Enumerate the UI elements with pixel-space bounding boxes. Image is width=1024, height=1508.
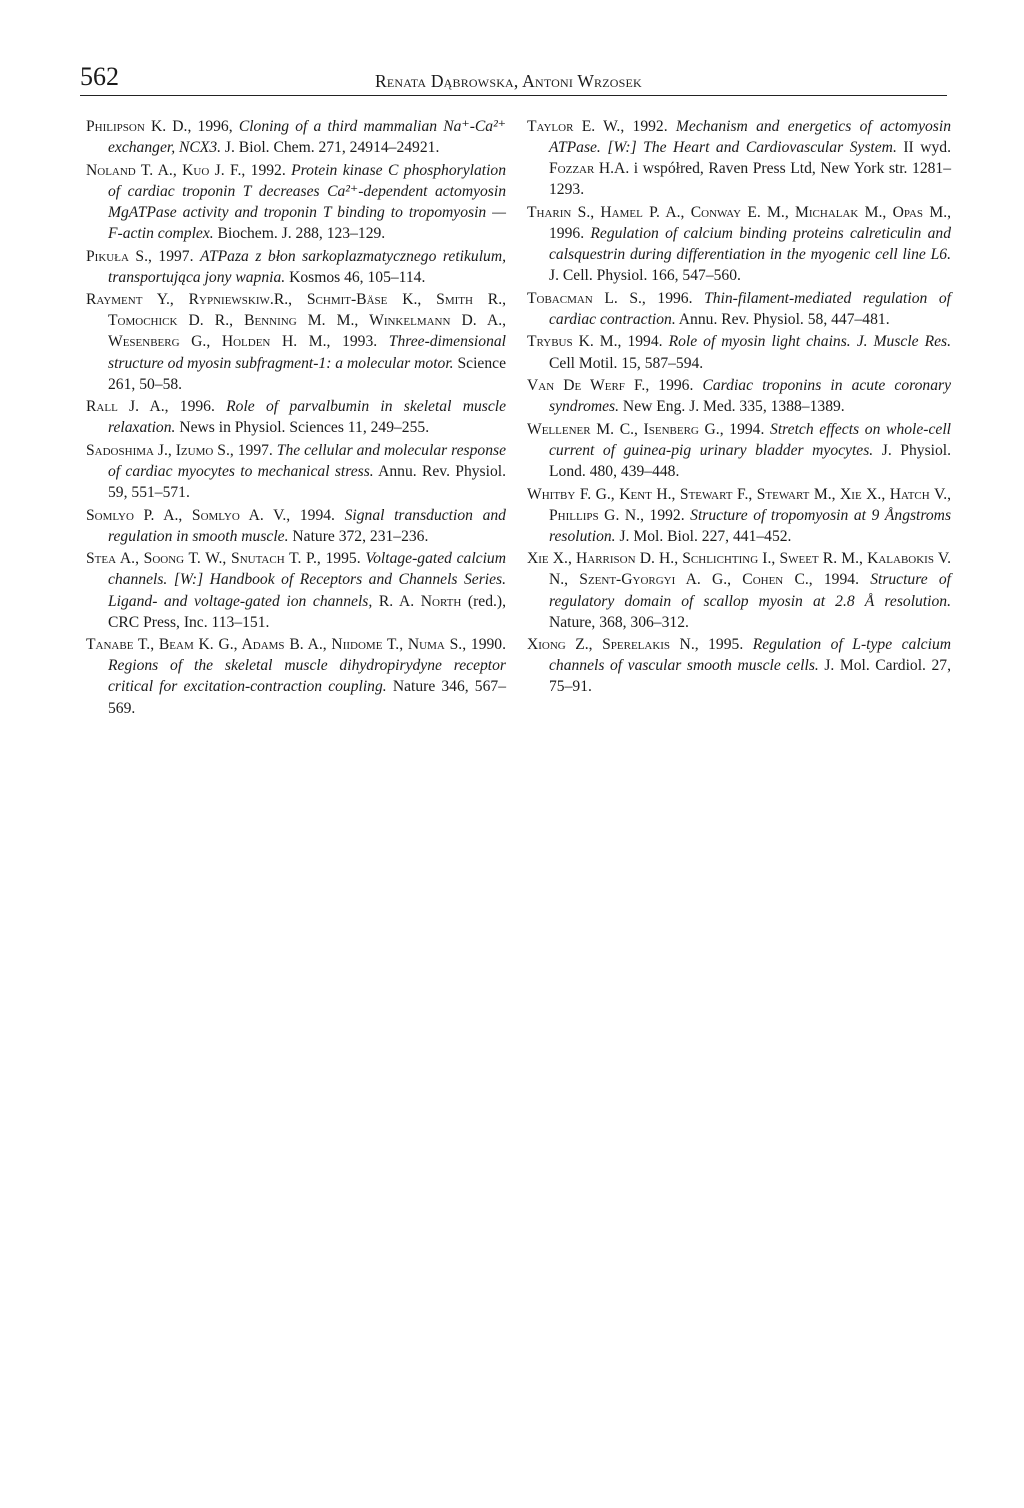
- reference-authors: Trybus K. M.: [527, 333, 618, 351]
- reference-title: Role of parvalbumin in skeletal muscle relaxation.: [108, 398, 507, 437]
- reference-details: Nature 346, 567–569.: [108, 678, 506, 717]
- reference-title: Signal transduction and regulation in smooth muscle.: [108, 506, 506, 545]
- reference-details: II wyd.: [896, 139, 951, 157]
- reference-authors: Xie X., Harrison D. H., Schlichting I., Sweet R. M., Kalabokis V. N., Szent-Gyorgyi A. G., Cohen C.: [527, 550, 951, 589]
- reference-details: Annu. Rev. Physiol. 58, 447–481.: [675, 310, 890, 328]
- reference-details: New Eng. J. Med. 335, 1388–1389.: [619, 398, 845, 416]
- reference-title: Structure of regulatory domain of scallop myosin at 2.8 Å resolution.: [549, 571, 951, 610]
- reference-entry: [527, 375, 951, 417]
- reference-details: Cell Motil. 15, 587–594.: [549, 354, 704, 372]
- reference-details: J. Mol. Cardiol. 27, 75–91.: [549, 657, 951, 696]
- reference-details: R. A.: [372, 592, 421, 610]
- reference-authors: Tobacman L. S.: [527, 289, 642, 307]
- reference-entry: [527, 419, 951, 482]
- reference-entry: [86, 246, 506, 288]
- reference-entry: [527, 484, 951, 547]
- reference-entry: [86, 505, 506, 547]
- reference-entry: [86, 440, 506, 503]
- reference-details: , 1993.: [326, 333, 389, 351]
- reference-details: , 1995.: [694, 636, 753, 654]
- reference-authors: Xiong Z., Sperelakis N.: [527, 636, 695, 654]
- reference-entry: [527, 288, 951, 330]
- reference-details: , 1994.: [286, 506, 345, 524]
- reference-title: Regulation of L-type calcium channels of vascular smooth muscle cells.: [549, 636, 951, 675]
- reference-details: , 1996.: [645, 377, 703, 395]
- reference-details: (red.), CRC Press, Inc. 113–151.: [108, 592, 506, 631]
- reference-authors: Stea A., Soong T. W., Snutach T. P.: [86, 550, 317, 568]
- reference-title: Three-dimensional structure od myosin subfragment-1: a molecular motor.: [108, 333, 506, 372]
- reference-authors: Sadoshima J., Izumo S.: [86, 441, 230, 459]
- reference-authors: Van De Werf F.: [527, 377, 646, 395]
- reference-details: , 1996.: [549, 203, 951, 242]
- reference-details: Biochem. J. 288, 123–129.: [213, 224, 386, 242]
- reference-details: , 1996,: [187, 118, 239, 135]
- reference-details: J. Biol. Chem. 271, 24914–24921.: [221, 139, 440, 157]
- reference-details: , 1995.: [316, 550, 366, 568]
- reference-authors: North: [420, 592, 462, 610]
- reference-details: i współred, Raven Press Ltd, New York str. 1281–1293.: [549, 160, 952, 199]
- page-number: 562: [80, 62, 119, 91]
- reference-details: News in Physiol. Sciences 11, 249–255.: [175, 419, 430, 437]
- reference-details: Nature, 368, 306–312.: [549, 613, 689, 631]
- reference-entry: [86, 548, 506, 632]
- reference-column-right: [527, 116, 951, 699]
- reference-authors: Taylor E. W.: [527, 118, 621, 135]
- reference-details: , 1996.: [641, 289, 705, 307]
- reference-title: Protein kinase C phosphorylation of cardiac troponin T decreases Ca²⁺-dependent actomyosin MgATPase activity and troponin T binding to tropomyosin — F-actin complex.: [108, 161, 507, 242]
- reference-authors: Rall J. A.: [86, 398, 165, 416]
- reference-details: , 1996.: [164, 398, 227, 416]
- reference-entry: [527, 548, 951, 632]
- running-head: Renata Dąbrowska, Antoni Wrzosek: [375, 71, 642, 91]
- reference-authors: Whitby F. G., Kent H., Stewart F., Stewart M., Xie X., Hatch V., Phillips G. N.: [527, 485, 951, 524]
- reference-title: Structure of tropomyosin at 9 Ångstroms resolution.: [549, 506, 952, 545]
- reference-authors: Fozzar H.A.: [549, 160, 630, 178]
- reference-details: , 1997.: [147, 247, 200, 265]
- reference-title: ATPaza z błon sarkoplazmatycznego retikulum, transportująca jony wapnia.: [108, 247, 506, 286]
- reference-title: Cardiac troponins in acute coronary syndromes.: [549, 377, 952, 416]
- reference-entry: [86, 160, 506, 244]
- reference-details: , 1992.: [620, 118, 676, 135]
- reference-entry: [527, 331, 951, 373]
- reference-authors: Noland T. A., Kuo J. F.: [86, 161, 242, 179]
- reference-authors: Wellener M. C., Isenberg G.: [527, 420, 720, 438]
- reference-details: J. Mol. Biol. 227, 441–452.: [615, 527, 792, 545]
- reference-entry: [527, 116, 951, 200]
- reference-details: , 1997.: [229, 441, 277, 459]
- reference-title: Voltage-gated calcium channels. [W:] Handbook of Receptors and Channels Series. Ligand- and voltage-gated ion channels,: [108, 550, 506, 610]
- reference-details: J. Cell. Physiol. 166, 547–560.: [549, 267, 741, 285]
- reference-authors: Somlyo P. A., Somlyo A. V.: [86, 506, 287, 524]
- reference-title: Mechanism and energetics of actomyosin ATPase. [W:] The Heart and Cardiovascular System.: [549, 118, 952, 157]
- reference-entry: [86, 289, 506, 394]
- reference-column-left: [86, 116, 506, 720]
- reference-title: Cloning of a third mammalian Na⁺-Ca²⁺ exchanger, NCX3.: [108, 118, 506, 157]
- reference-entry: [86, 116, 506, 158]
- reference-entry: [86, 634, 506, 718]
- reference-authors: Philipson K. D.: [86, 118, 188, 135]
- reference-details: Science 261, 50–58.: [108, 354, 506, 393]
- reference-authors: Tharin S., Hamel P. A., Conway E. M., Michalak M., Opas M.: [527, 203, 948, 221]
- reference-details: , 1992.: [241, 161, 292, 179]
- reference-title: The cellular and molecular response of cardiac myocytes to mechanical stress.: [108, 441, 507, 480]
- reference-details: Nature 372, 231–236.: [288, 527, 429, 545]
- reference-details: , 1990.: [462, 636, 506, 654]
- reference-title: Regions of the skeletal muscle dihydropirydyne receptor critical for excitation-contraction coupling.: [108, 657, 506, 696]
- reference-entry: [527, 202, 951, 286]
- reference-details: Annu. Rev. Physiol. 59, 551–571.: [108, 463, 506, 502]
- reference-details: J. Physiol. Lond. 480, 439–448.: [549, 441, 952, 480]
- reference-title: Stretch effects on whole-cell current of guinea-pig urinary bladder myocytes.: [549, 420, 951, 459]
- reference-details: , 1992.: [640, 506, 691, 524]
- reference-title: Regulation of calcium binding proteins calreticulin and calsquestrin during differentiation in the myogenic cell line L6.: [549, 224, 951, 264]
- reference-authors: Pikuła S.: [86, 247, 148, 265]
- reference-details: , 1994.: [617, 333, 669, 351]
- reference-title: Role of myosin light chains. J. Muscle Res.: [668, 333, 951, 351]
- reference-entry: [86, 396, 506, 438]
- reference-details: Kosmos 46, 105–114.: [285, 268, 426, 286]
- header-rule: [80, 95, 947, 96]
- reference-authors: Rayment Y., Rypniewskiw.R., Schmit-Bäse K., Smith R., Tomochick D. R., Benning M. M., Winkelmann D. A., Wesenberg G., Holden H. M.: [86, 291, 506, 351]
- reference-details: , 1994.: [808, 571, 871, 589]
- reference-entry: [527, 634, 951, 697]
- reference-details: , 1994.: [719, 420, 771, 438]
- reference-title: Thin-filament-mediated regulation of cardiac contraction.: [549, 289, 952, 328]
- reference-authors: Tanabe T., Beam K. G., Adams B. A., Niidome T., Numa S.: [86, 636, 463, 654]
